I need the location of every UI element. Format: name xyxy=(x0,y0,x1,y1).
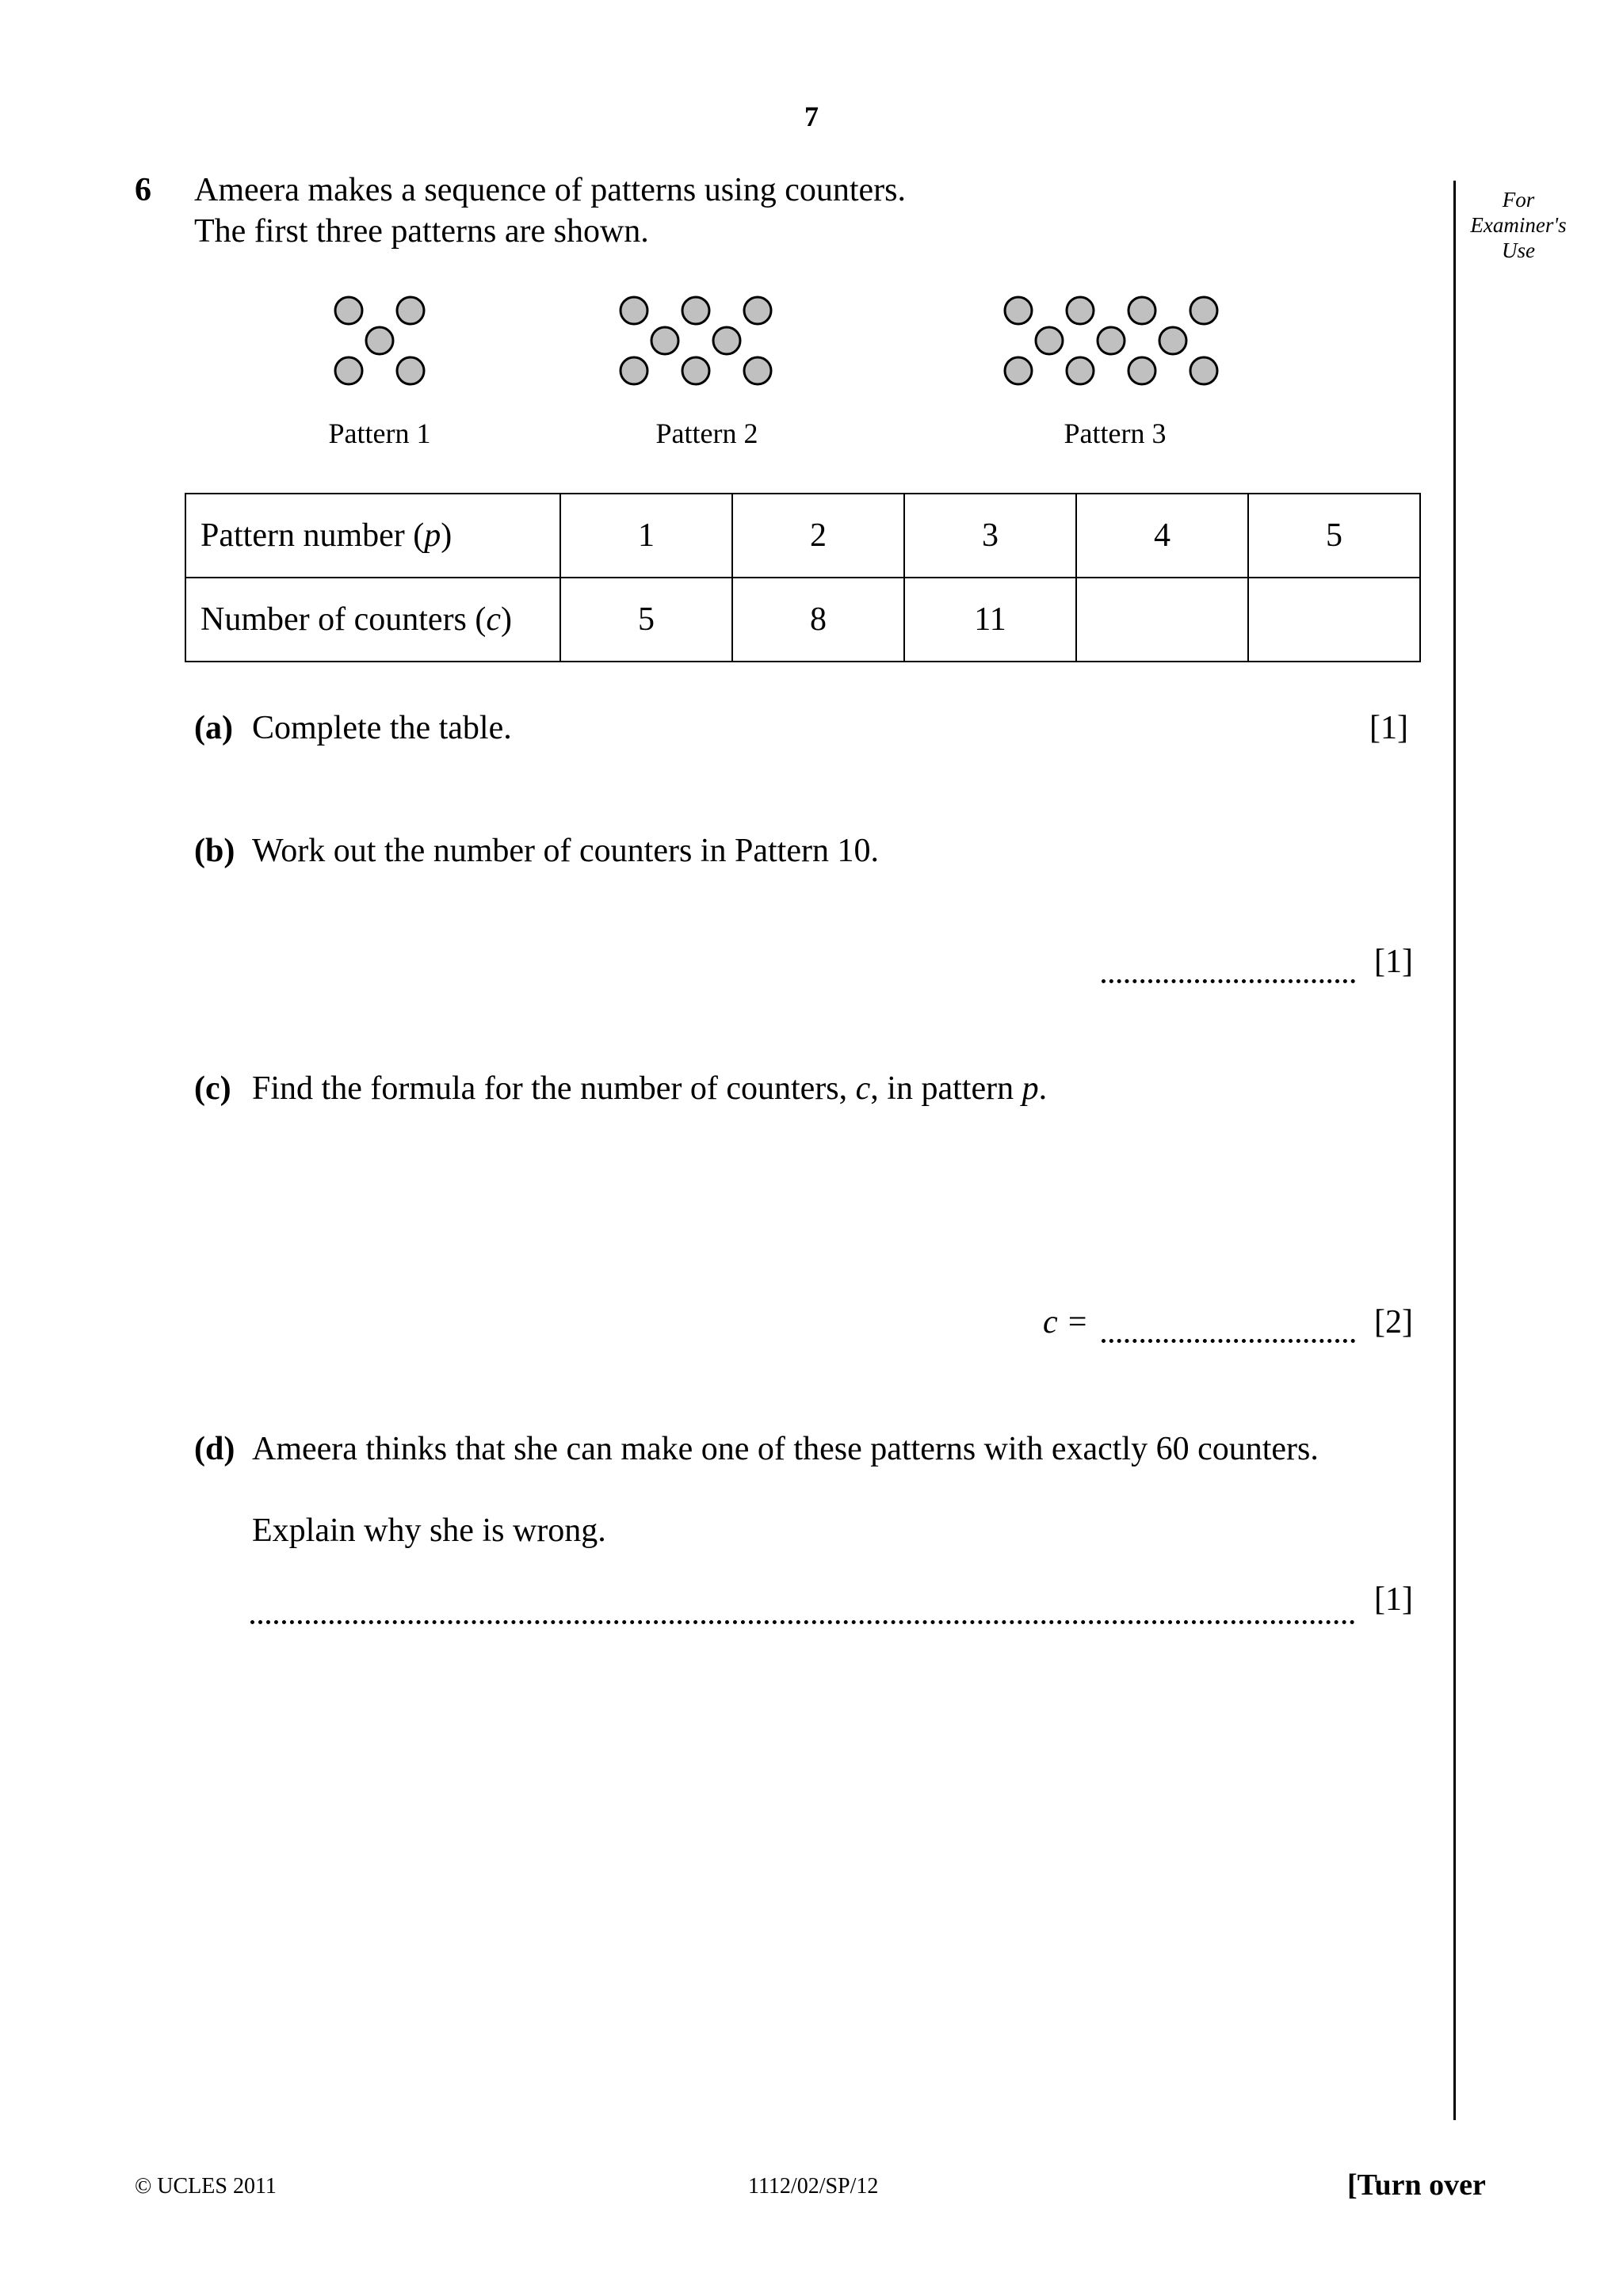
footer-code: 1112/02/SP/12 xyxy=(748,2174,879,2199)
examiner-label-line: Use xyxy=(1502,238,1535,262)
counter-pattern-3 xyxy=(1159,327,1186,354)
counter-patterns xyxy=(0,0,1623,412)
variable-p: p xyxy=(1022,1070,1039,1107)
table-row xyxy=(185,578,1420,662)
counter-pattern-3 xyxy=(1067,297,1094,324)
counter-pattern-1 xyxy=(397,357,424,384)
row-header-counters xyxy=(185,578,560,662)
row-header-text: ) xyxy=(501,601,513,638)
row-header-text: Number of counters ( xyxy=(200,601,487,638)
counter-pattern-1 xyxy=(397,297,424,324)
counter-pattern-2 xyxy=(744,357,771,384)
pattern-1-label: Pattern 1 xyxy=(328,418,431,449)
examiner-margin-line xyxy=(1453,181,1456,2120)
part-c-text-segment: . xyxy=(1038,1070,1048,1107)
row-header-text: Pattern number ( xyxy=(200,517,425,554)
row-header-text: ) xyxy=(441,517,453,554)
pattern-3-label: Pattern 3 xyxy=(1064,418,1167,449)
turn-over-label: [Turn over xyxy=(1347,2168,1486,2202)
part-a-text: Complete the table. xyxy=(252,710,512,746)
table-cell: 2 xyxy=(732,494,904,578)
part-d-text: Ameera thinks that she can make one of these patterns with exactly 60 counters. xyxy=(252,1431,1319,1467)
examiner-label-line: Examiner's xyxy=(1470,213,1567,237)
answer-cell-pattern-4[interactable] xyxy=(1076,578,1248,662)
part-d-text-2: Explain why she is wrong. xyxy=(252,1512,606,1549)
question-stem-line: The first three patterns are shown. xyxy=(194,213,649,250)
part-c-answer-line[interactable] xyxy=(1102,1339,1355,1343)
counter-pattern-3 xyxy=(1190,357,1217,384)
part-a-label: (a) xyxy=(194,710,233,746)
counter-pattern-2 xyxy=(744,297,771,324)
patterns-group xyxy=(335,297,1217,384)
counter-pattern-1 xyxy=(335,297,362,324)
pattern-2-label: Pattern 2 xyxy=(655,418,758,449)
counter-pattern-3 xyxy=(1005,297,1032,324)
part-b-answer-line[interactable] xyxy=(1102,979,1355,983)
counter-pattern-3 xyxy=(1190,297,1217,324)
table-cell: 5 xyxy=(1248,494,1420,578)
table-cell: 4 xyxy=(1076,494,1248,578)
table-cell: 3 xyxy=(904,494,1076,578)
counter-pattern-1 xyxy=(335,357,362,384)
counter-pattern-2 xyxy=(682,297,709,324)
part-d-answer-line[interactable] xyxy=(250,1620,1355,1624)
part-b-marks: [1] xyxy=(1374,944,1413,980)
question-stem-line: Ameera makes a sequence of patterns using counters. xyxy=(194,172,906,208)
counter-pattern-2 xyxy=(682,357,709,384)
part-c-text-segment: Find the formula for the number of counters, xyxy=(252,1070,856,1107)
table-row xyxy=(185,494,1420,578)
part-d-label: (d) xyxy=(194,1431,235,1467)
part-c-answer-prefix xyxy=(1043,1303,1088,1341)
row-header-pattern-number xyxy=(185,494,560,578)
counter-pattern-2 xyxy=(621,357,647,384)
part-a-marks: [1] xyxy=(1369,710,1408,746)
variable-p: p xyxy=(424,517,441,554)
answer-cell-pattern-5[interactable] xyxy=(1248,578,1420,662)
counter-pattern-3 xyxy=(1098,327,1125,354)
page-number: 7 xyxy=(804,101,819,132)
examiner-label-line: For xyxy=(1502,188,1535,212)
table-cell: 5 xyxy=(560,578,732,662)
part-c-marks: [2] xyxy=(1374,1304,1413,1341)
counter-pattern-1 xyxy=(366,327,393,354)
footer-copyright: © UCLES 2011 xyxy=(135,2174,277,2199)
part-c-text xyxy=(252,1070,1047,1108)
counter-pattern-2 xyxy=(713,327,740,354)
variable-c: c xyxy=(486,601,502,638)
counter-pattern-3 xyxy=(1036,327,1063,354)
counter-pattern-3 xyxy=(1067,357,1094,384)
table-cell: 1 xyxy=(560,494,732,578)
table-cell: 8 xyxy=(732,578,904,662)
part-c-text-segment: , in pattern xyxy=(870,1070,1022,1107)
counter-pattern-2 xyxy=(621,297,647,324)
part-b-label: (b) xyxy=(194,833,235,869)
pattern-table xyxy=(185,493,1421,662)
counter-pattern-3 xyxy=(1128,357,1155,384)
variable-c: c xyxy=(855,1070,871,1107)
counter-pattern-2 xyxy=(651,327,678,354)
part-b-text: Work out the number of counters in Pattern 10. xyxy=(252,833,879,869)
part-c-label: (c) xyxy=(194,1070,231,1107)
part-d-marks: [1] xyxy=(1374,1581,1413,1618)
table-cell: 11 xyxy=(904,578,1076,662)
answer-prefix-text: c = xyxy=(1043,1304,1089,1341)
question-number: 6 xyxy=(135,172,151,208)
counter-pattern-3 xyxy=(1128,297,1155,324)
counter-pattern-3 xyxy=(1005,357,1032,384)
